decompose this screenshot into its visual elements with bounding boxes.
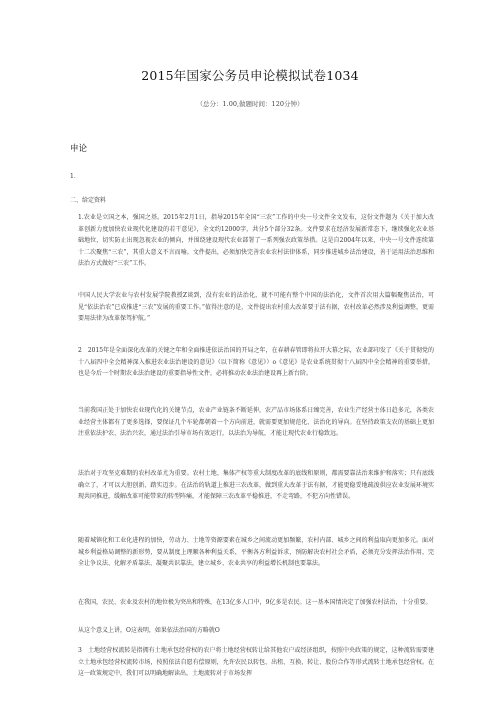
page-title: 2015年国家公务员申论模拟试卷1034: [141, 68, 359, 83]
question-number: 1．: [70, 173, 80, 180]
paragraph: 从这个意义上讲，O这表明，如果依法治国的方略就O: [78, 627, 220, 634]
paragraph: 2 2015年是全面深化改革的关键之年和全面推进依法治国的开局之年，在春耕春管即将拉开大幕之际，农业部印发了《关于贯彻党的十八届四中全会精神深入推进农业法治建设的意见》（以下简称《意见》）o《意见》是农业系统贯彻十八届四中全会精神的重要举措，也是今后一个时期农业法治建设的重要指导性文件，必将推动农业法治建设再上新台阶。: [78, 347, 434, 377]
subsection-heading: 二、给定资料: [70, 197, 107, 204]
paragraph: 随着城镇化和工业化进程的加快，劳动力、土地等资源要素在城乡之间流动更加频繁，农村内部、城乡之间的利益取向更加多元。面对城乡利益格局调整的新形势，要从制度上理顺各种利益关系，平衡各方利益诉求，预防解决农村社会矛盾，必须充分发挥法治作用，完全让争议法、化解矛盾靠法、凝聚共识靠法，建立城乡、农业共享的利益增长机制也要靠法。: [78, 537, 434, 567]
paragraph: 在我国，农民、农业及农村的地位极为突出和特殊，在13亿多人口中，9亿多是农民。这一基本国情决定了加强农村法治，十分重要。: [78, 599, 432, 606]
paragraph: 法治对于攻坚克难期的农村改革尤为重要。农村土地、集体产权等重大制度改革的底线和原则，都需要靠法治来维护和落实；只有底线确立了，才可以大胆创新、踏实迈步。在法治的轨道上推进三农改革，做到重大改革于法有据，才能更稳妥地疏浚供应农业发展环境实现共同推进，缓解改革可能带来的转型阵痛，才能保障三农改革平稳推进，不走弯路，不犯方向性错误。: [78, 470, 434, 500]
paragraph: 1.农业是立国之本，强国之基。2015年2月1日，指导2015年全国“三农”工作的中央一号文件全文发布，这份文件题为《关于加大改革创新力度加快农业现代化建设的若干意见》，全文约12000字，共分5个部分32条。文件要求在经济发展新常态下，继续强化农业基础地位，切实防止出现忽视农业的倾向，并围绕建设现代农业部署了一系列强农政策举措。这是自2004年以来，中央一号文件连续第十二次聚焦“三农”，其重大意义不言而喻。文件提出，必须加快完善农业农村法律体系，同步推进城乡法治建设，善于运用法治思维和法治方式做好“三农”工作。: [78, 214, 434, 267]
section-heading: 申论: [70, 144, 88, 154]
paragraph: 3 土地经营权流转是指拥有土地承包经营权的农户将土地经营权转让给其他农户或经济组织，按照中央政策的规定，这种流转需要建立土地承包经营权流转市场，按照依法自愿有偿原则，允许农民以转包、出租、互换、转让、股份合作等形式流转土地承包经营权。在这一政策规定中，我们可以明确地解读出，土地流转对于市场发挥: [78, 647, 434, 677]
paragraph: 中国人民大学农业与农村发展学院教授Z谈到，没有农业的法治化，就不可能有整个中国的法治化，文件首次用大篇幅聚焦法治，可见“依法治农”已成推进“三农”发展的重要工作。”值得注意的是，文件提出农村重大改革要于法有据，农村改革必然涉及利益调整，更需要用法律为改革保驾护航。”: [78, 292, 434, 322]
paragraph: 当前我国正处于加快农业现代化的关键节点，农业产业链条不断延伸，农产品市场体系日臻完善，农业生产经营主体日趋多元，各类农业经营主体都有了更多选择，要保证几个车轮都朝着一个方向前进，就需要更加规范化、法治化的导向。在坚持政策支农的基础上更加注重依法护农、法治兴农，通过法治引导市场有效运行，以法治为导航，才能让现代农业行稳致远。: [78, 407, 434, 437]
exam-meta: （总分：1.00,做题时间：120分钟）: [196, 100, 304, 108]
